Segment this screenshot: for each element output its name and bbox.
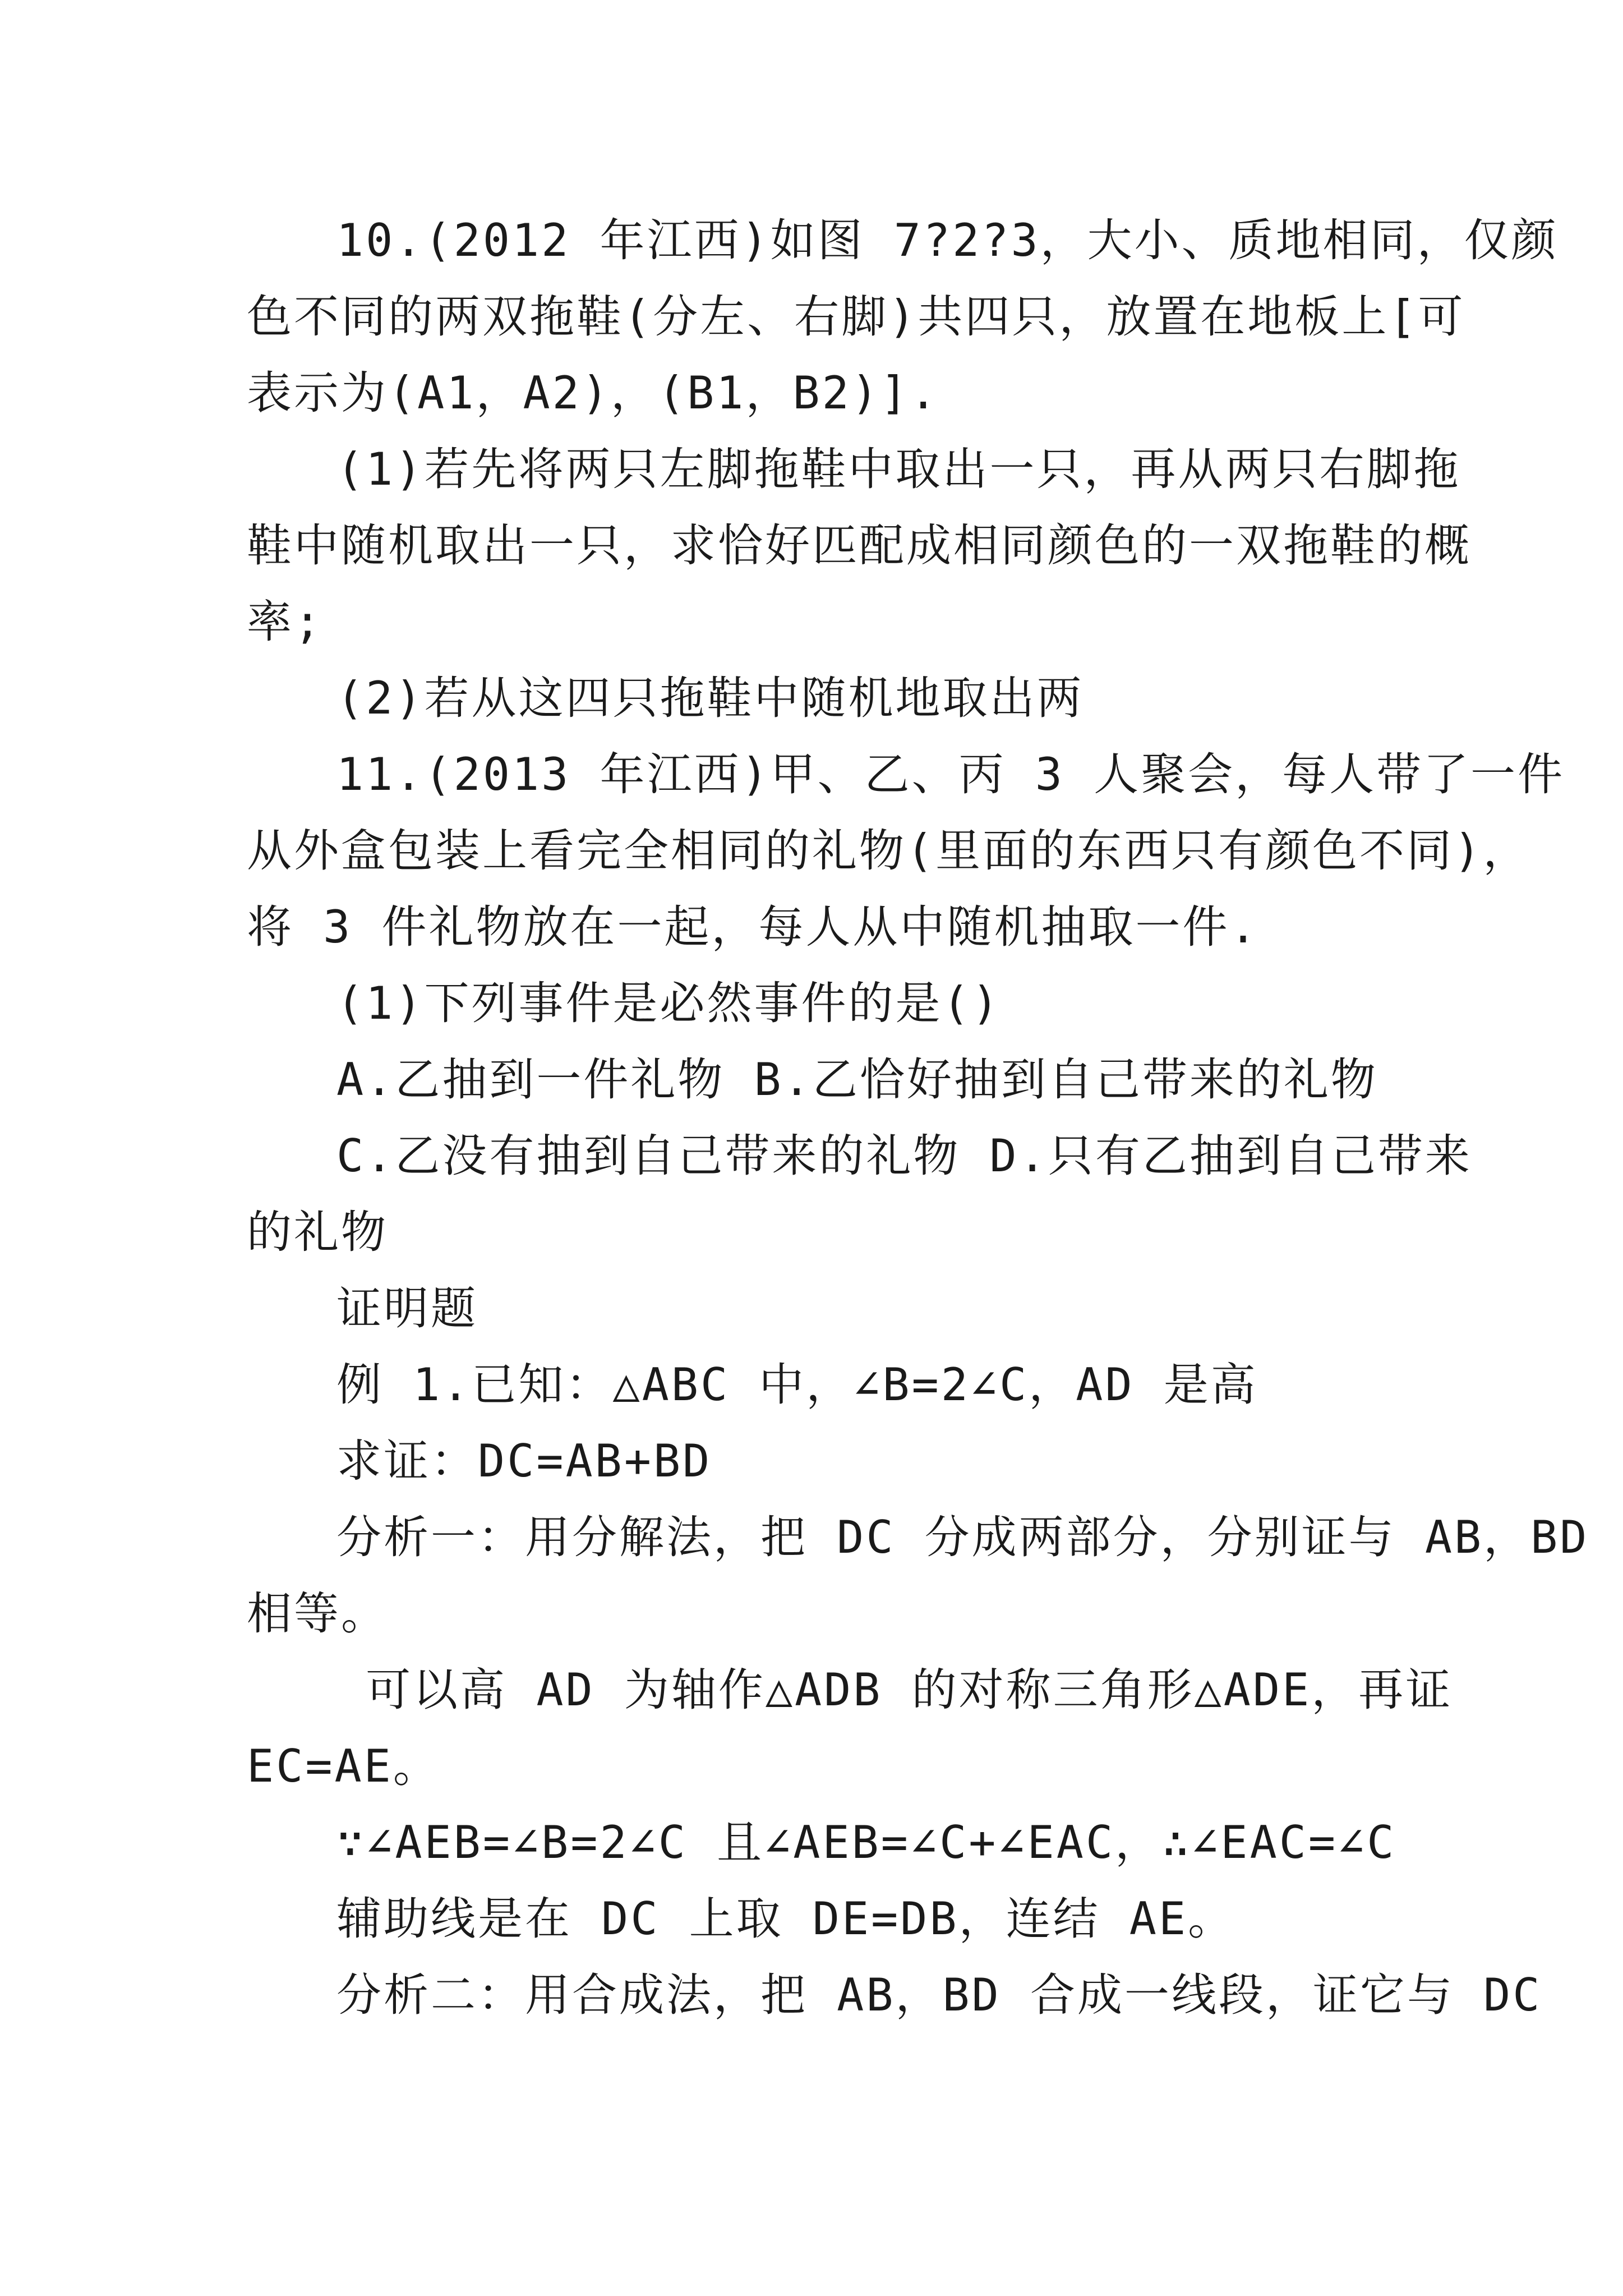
- problem-10-line-2: 色不同的两双拖鞋(分左、右脚)共四只，放置在地板上[可: [247, 291, 1465, 343]
- example-1-prove: 求证：DC=AB+BD: [336, 1435, 712, 1487]
- option-a-b: A.乙抽到一件礼物 B.乙恰好抽到自己带来的礼物: [336, 1053, 1378, 1106]
- problem-10-part-1-line-2: 鞋中随机取出一只，求恰好匹配成相同颜色的一双拖鞋的概: [247, 519, 1472, 572]
- problem-10-part-1-line-3: 率;: [247, 596, 324, 648]
- analysis-1-line-3: 可以高 AD 为轴作△ADB 的对称三角形△ADE，再证: [336, 1664, 1453, 1716]
- analysis-1-line-2: 相等。: [247, 1588, 388, 1640]
- analysis-1-line-4: EC=AE。: [247, 1740, 440, 1792]
- analysis-2-line-1: 分析二：用合成法，把 AB，BD 合成一线段，证它与 DC: [336, 1969, 1542, 2021]
- problem-11-line-2: 从外盒包装上看完全相同的礼物(里面的东西只有颜色不同)，: [247, 825, 1530, 877]
- section-heading: 证明题: [336, 1282, 478, 1335]
- problem-10-line-3: 表示为(A1，A2)，(B1，B2)].: [247, 367, 939, 419]
- problem-11-line-3: 将 3 件礼物放在一起，每人从中随机抽取一件.: [247, 901, 1259, 953]
- problem-10-line-1: 10.(2012 年江西)如图 7?2?3，大小、质地相同，仅颜: [336, 214, 1559, 266]
- problem-10-part-1-line-1: (1)若先将两只左脚拖鞋中取出一只，再从两只右脚拖: [336, 443, 1461, 495]
- example-1-given: 例 1.已知：△ABC 中，∠B=2∠C，AD 是高: [336, 1359, 1258, 1411]
- problem-10-part-2: (2)若从这四只拖鞋中随机地取出两: [336, 672, 1084, 724]
- option-c-d-line-1: C.乙没有抽到自己带来的礼物 D.只有乙抽到自己带来: [336, 1130, 1472, 1182]
- auxiliary-line-note: 辅助线是在 DC 上取 DE=DB，连结 AE。: [336, 1893, 1235, 1945]
- analysis-1-line-1: 分析一：用分解法，把 DC 分成两部分，分别证与 AB，BD: [336, 1511, 1589, 1563]
- analysis-1-reasoning: ∵∠AEB=∠B=2∠C 且∠AEB=∠C+∠EAC，∴∠EAC=∠C: [336, 1816, 1396, 1869]
- problem-11-part-1: (1)下列事件是必然事件的是(): [336, 977, 1001, 1029]
- option-c-d-line-2: 的礼物: [247, 1206, 388, 1258]
- problem-11-line-1: 11.(2013 年江西)甲、乙、丙 3 人聚会，每人带了一件: [336, 748, 1565, 800]
